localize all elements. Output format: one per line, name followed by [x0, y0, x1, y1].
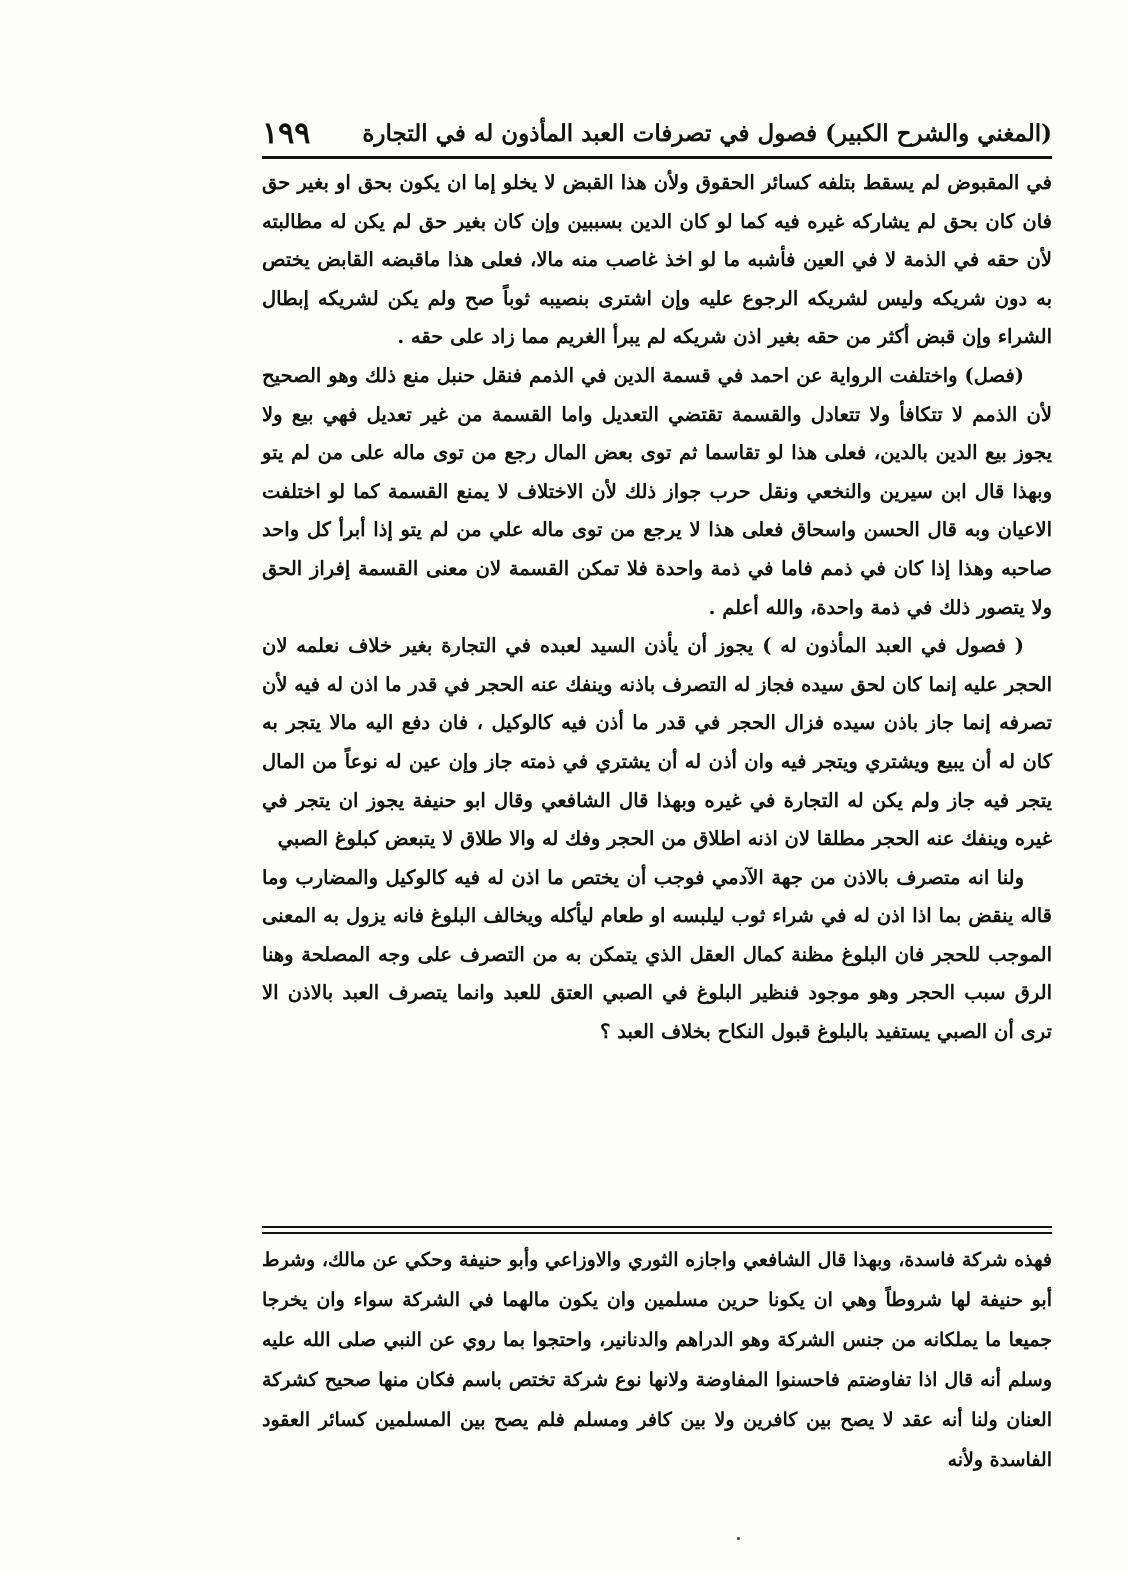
footnote-rule [262, 1232, 1052, 1234]
footnote-text [262, 1240, 1052, 1480]
page-number: ١٩٩ [262, 115, 311, 151]
header-rule [262, 156, 1052, 159]
scan-speck [737, 1537, 740, 1540]
paragraph: في المقبوض لم يسقط بتلفه كسائر الحقوق ولأن هذا القبض لا يخلو إما ان يكون بحق او بغير حق فان كان بحق لم يشاركه غيره فيه كما لو كان الدين بسببين وإن كان بغير حق لم يكن له مطالبته لأن حقه في الذمة لا في العين فأشبه ما لو اخذ غاصب منه مالا، فعلى هذا ماقبضه القابض يختص به دون شريكه وليس لشريكه الرجوع عليه وإن اشترى بنصيبه ثوباً صح ولم يكن لشريكه إبطال الشراء وإن قبض أكثر من حقه بغير اذن شريكه لم يبرأ الغريم مما زاد على حقه . [262, 171, 1052, 349]
header-title: (المغني والشرح الكبير) فصول في تصرفات العبد المأذون له في التجارة [362, 119, 1052, 147]
paragraph: (فصل) واختلفت الرواية عن احمد في قسمة الدين في الذمم فنقل حنبل منع ذلك وهو الصحيح لأن الذمم لا تتكافأ ولا تتعادل والقسمة تقتضي التعديل واما القسمة من غير تعديل فهي بيع ولا يجوز بيع الدين بالدين، فعلى هذا لو تقاسما ثم توى بعض المال رجع من توى ماله على من لم يتو وبهذا قال ابن سيرين والنخعي ونقل حرب جواز ذلك لأن الاختلاف لا يمنع القسمة كما لو اختلفت الاعيان وبه قال الحسن واسحاق فعلى هذا لا يرجع من توى ماله علي من لم يتو إذا أبرأ كل واحد صاحبه وهذا إذا كان في ذمم فاما في ذمة واحدة فلا تمكن القسمة لان معنى القسمة إفراز الحق ولا يتصور ذلك في ذمة واحدة، والله أعلم . [262, 363, 1052, 619]
paragraph: ولنا انه متصرف بالاذن من جهة الآدمي فوجب أن يختص ما اذن له فيه كالوكيل والمضارب وما قاله ينقض بما اذا اذن له في شراء ثوب ليلبسه او طعام ليأكله ويخالف البلوغ فانه يزول به المعنى الموجب للحجر فان البلوغ مظنة كمال العقل الذي يتمكن به من التصرف على وجه المصلحة وهنا الرق سبب الحجر وهو موجود فنظير البلوغ في الصبي العتق للعبد وانما يتصرف العبد بالاذن الا ترى أن الصبي يستفيد بالبلوغ قبول النكاح بخلاف العبد ؟ [262, 865, 1052, 1044]
footnote-rule [262, 1226, 1052, 1228]
main-text [262, 164, 1052, 1052]
running-header [262, 112, 1052, 154]
footnote-paragraph: فهذه شركة فاسدة، وبهذا قال الشافعي واجازه الثوري والاوزاعي وأبو حنيفة وحكي عن مالك، وشرط أبو حنيفة لها شروطاً وهي ان يكونا حرين مسلمين وان يكون مالهما في الشركة سواء وان يخرجا جميعا ما يملكانه من جنس الشركة وهو الدراهم والدنانير، واحتجوا بما روي عن النبي صلى الله عليه وسلم أنه قال اذا تفاوضتم فاحسنوا المفاوضة ولانها نوع شركة تختص باسم فكان منها صحيح كشركة العنان ولنا أنه عقد لا يصح بين كافرين ولا بين كافر ومسلم فلم يصح بين المسلمين كسائر العقود الفاسدة ولأنه [262, 1249, 1052, 1471]
paragraph: ( فصول في العبد المأذون له ) يجوز أن يأذن السيد لعبده في التجارة بغير خلاف نعلمه لان الحجر عليه إنما كان لحق سيده فجاز له التصرف باذنه وينفك عنه الحجر في قدر ما اذن له فيه لأن تصرفه إنما جاز باذن سيده فزال الحجر في قدر ما أذن فيه كالوكيل ، فان دفع اليه مالا يتجر به كان له أن يبيع ويشتري ويتجر فيه وان أذن له أن يشتري في ذمته جاز وإن عين له نوعاً من المال يتجر فيه جاز ولم يكن له التجارة في غيره وبهذا قال الشافعي وقال ابو حنيفة يجوز ان يتجر في غيره وينفك عنه الحجر مطلقا لان اذنه اطلاق من الحجر وفك له والا طلاق لا يتبعض كبلوغ الصبي [262, 634, 1052, 851]
